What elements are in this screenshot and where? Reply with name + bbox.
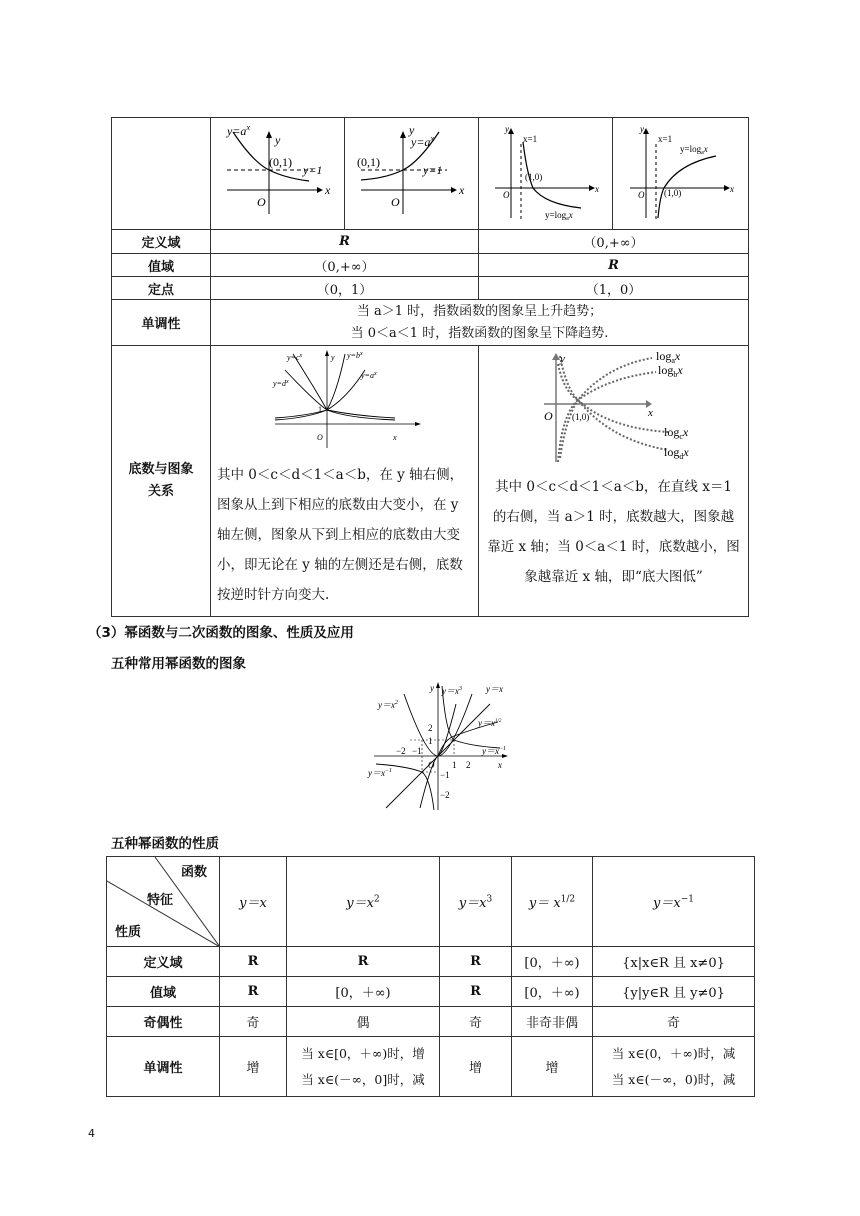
power-functions-graph: [366, 680, 516, 812]
log-c-label: $\log_cx$: [663, 425, 688, 441]
g2-point-label: (0,1): [356, 154, 380, 169]
mono-x: 增: [220, 1037, 287, 1097]
col-xinv-base: y＝x: [653, 896, 681, 911]
g3-x-axis-label: x: [594, 183, 599, 194]
mono-x2-line2: 当 x∈(－∞，0]时，减: [301, 1071, 425, 1087]
range-exp: （0,+∞）: [211, 254, 479, 277]
label-x-inv-right: $y=x^{-1}$: [482, 746, 507, 756]
col-header-x-inv: [593, 857, 755, 947]
tick-y-1: 1: [428, 736, 433, 746]
g4-x-axis-label: x: [729, 183, 734, 194]
g2-line-label: y=1: [422, 162, 442, 177]
range-x-half: [0，＋∞): [512, 977, 593, 1007]
row-label-monotonicity: 单调性: [112, 300, 211, 346]
row-monotonicity-label: 单调性: [107, 1037, 220, 1097]
col-header-x-half: [512, 857, 593, 947]
g1-x-axis-label: x: [324, 182, 330, 197]
fixed-point-log: （1，0）: [479, 277, 749, 300]
mono-x2-line1: 当 x∈[0，＋∞)时，增: [301, 1045, 425, 1061]
parity-x: 奇: [220, 1007, 287, 1037]
base-relation-log-cell: [479, 346, 749, 617]
col-xhalf-exp: 1/2: [560, 894, 576, 905]
range-x3: R: [440, 977, 512, 1007]
g2-y-axis-label: y: [408, 122, 414, 137]
exp-origin-label: O: [316, 433, 323, 442]
domain-exp: R: [211, 230, 479, 254]
label-x3: $y=x^3$: [442, 686, 462, 696]
monotonicity-line-1: 当 a＞1 时，指数函数的图象呈上升趋势；: [356, 303, 603, 319]
graph-exp-increasing: [345, 118, 479, 230]
parity-x3: 奇: [440, 1007, 512, 1037]
graph-exp-decreasing: [211, 118, 345, 230]
mono-x-half: 增: [512, 1037, 593, 1097]
g1-y-axis-label: y: [274, 132, 280, 147]
g1-origin-label: O: [256, 194, 266, 209]
power-graph-title: 五种常用幂函数的图象: [111, 656, 246, 672]
label-x2: $y=x^2$: [378, 700, 398, 710]
exp-one-label: 1: [317, 405, 322, 414]
graph-row-label: [112, 118, 211, 230]
power-props-title: 五种幂函数的性质: [111, 836, 219, 852]
col-xhalf-base: y＝ x: [528, 896, 561, 911]
exp-decreasing-graph: [213, 122, 343, 222]
tick-y-n1: −1: [440, 770, 450, 780]
g2-origin-label: O: [390, 194, 400, 209]
domain-x2: R: [287, 947, 440, 977]
tick-x-n1: −1: [412, 746, 422, 756]
log-base-family-graph: [524, 348, 704, 472]
col-header-x2: [287, 857, 440, 947]
corner-header-cell: [107, 857, 220, 947]
row-range-label: 值域: [107, 977, 220, 1007]
graph-log-decreasing: [479, 118, 613, 230]
mono-xinv-line1: 当 x∈(0，＋∞)时，减: [611, 1045, 736, 1061]
page-number: 4: [88, 1127, 95, 1140]
log-point-label: (1,0): [571, 412, 589, 422]
monotonicity-cell: [211, 300, 749, 346]
col-x2-base: y＝x: [346, 896, 374, 911]
g3-y-axis-label: y: [504, 123, 509, 134]
tick-x-2: 2: [466, 760, 471, 770]
exp-log-comparison-table: [111, 117, 749, 617]
exp-b-label: $y=b^x$: [346, 351, 363, 360]
col-x3-base: y＝x: [458, 896, 487, 911]
log-d-label: $\log_dx$: [663, 445, 689, 461]
mono-x-inv: [593, 1037, 755, 1097]
g4-point-label: (1,0): [663, 187, 681, 198]
corner-label-feature: 特征: [147, 893, 174, 908]
g3-origin-label: O: [502, 189, 509, 200]
row-parity-label: 奇偶性: [107, 1007, 220, 1037]
g1-line-label: y=1: [302, 162, 322, 177]
parity-x-half: 非奇非偶: [512, 1007, 593, 1037]
log-increasing-graph: [616, 122, 746, 222]
g2-x-axis-label: x: [458, 182, 464, 197]
row-label-fixed-point: 定点: [112, 277, 211, 300]
fixed-point-exp: （0，1）: [211, 277, 479, 300]
col-header-x3: [440, 857, 512, 947]
col-x3-exp: 3: [486, 894, 493, 905]
corner-label-func: 函数: [181, 865, 208, 880]
col-xinv-exp: −1: [680, 894, 694, 905]
g1-func-label: $y=a^x$: [226, 122, 250, 138]
exp-x-axis-label: x: [392, 433, 397, 442]
log-decreasing-graph: [481, 122, 611, 222]
section-3-title: （3）幂函数与二次函数的图象、性质及应用: [88, 625, 354, 641]
g4-y-axis-label: y: [639, 123, 644, 134]
log-x-axis-label: x: [647, 407, 653, 419]
label-x-half: $y=x^{1/2}$: [478, 718, 502, 728]
label-x-inv-left: $y=x^{-1}$: [368, 768, 393, 778]
tick-y-2: 2: [428, 723, 433, 733]
log-y-axis-label: y: [559, 353, 565, 365]
domain-log: （0,+∞）: [479, 230, 749, 254]
g4-origin-label: O: [637, 189, 644, 200]
graph-log-increasing: [613, 118, 749, 230]
power-function-properties-table: [106, 856, 755, 1097]
range-log: R: [479, 254, 749, 277]
tick-x-n2: −2: [396, 746, 406, 756]
exp-increasing-graph: [347, 122, 477, 222]
domain-x-inv: {x|x∈R 且 x≠0}: [593, 947, 755, 977]
power-x-axis-label: x: [498, 760, 502, 770]
base-desc-log: 其中 0＜c＜d＜1＜a＜b，在直线 x＝1 的右侧，当 a＞1 时，底数越大，图象越靠近 x 轴；当 0＜a＜1 时，底数越小，图象越靠近 x 轴，即“底大图低”: [487, 479, 740, 585]
parity-x-inv: 奇: [593, 1007, 755, 1037]
col-header-x: [220, 857, 287, 947]
domain-x: R: [220, 947, 287, 977]
mono-x3: 增: [440, 1037, 512, 1097]
exp-a-label: $y=a^x$: [360, 371, 377, 380]
range-x: R: [220, 977, 287, 1007]
domain-x-half: [0，＋∞): [512, 947, 593, 977]
base-relation-exp-cell: [211, 346, 479, 617]
label-x: y＝x: [486, 684, 503, 694]
base-relation-label-1: 底数与图象: [128, 462, 194, 477]
log-origin-label: O: [543, 409, 553, 423]
range-x-inv: {y|y∈R 且 y≠0}: [593, 977, 755, 1007]
g2-func-label: $y=a^x$: [410, 133, 434, 149]
range-x2: [0，＋∞): [287, 977, 440, 1007]
col-x-base: y＝x: [239, 896, 267, 911]
g3-asymptote-label: x=1: [522, 133, 537, 144]
domain-x3: R: [440, 947, 512, 977]
row-label-base-relation: [112, 346, 211, 617]
mono-xinv-line2: 当 x∈(－∞，0)时，减: [611, 1071, 736, 1087]
base-desc-exp: 其中 0＜c＜d＜1＜a＜b，在 y 轴右侧，图象从上到下相应的底数由大变小，在 y 轴左侧，图象从下到上相应的底数由大变小，即无论在 y 轴的左侧还是右侧，底数按逆时针方向变大.: [217, 467, 464, 603]
g1-point-label: (0,1): [268, 154, 292, 169]
corner-label-property: 性质: [115, 925, 142, 940]
exp-c-label: $y=c^x$: [286, 353, 302, 362]
tick-x-1: 1: [452, 760, 457, 770]
mono-x2: [287, 1037, 440, 1097]
power-origin-label: O: [428, 760, 435, 770]
row-label-domain: 定义域: [112, 230, 211, 254]
exp-d-label: $y=d^x$: [272, 379, 289, 388]
g4-asymptote-label: x=1: [657, 133, 672, 144]
log-a-label: $\log_ax$: [655, 349, 680, 365]
parity-x2: 偶: [287, 1007, 440, 1037]
g4-func-label: $y=\log_ax$: [679, 143, 708, 156]
log-b-label: $\log_bx$: [657, 363, 683, 379]
exp-y-axis-label: y: [330, 353, 335, 362]
g3-point-label: (1,0): [524, 171, 542, 182]
monotonicity-line-2: 当 0＜a＜1 时，指数函数的图象呈下降趋势.: [350, 325, 609, 341]
row-domain-label: 定义域: [107, 947, 220, 977]
col-x2-exp: 2: [373, 894, 380, 905]
exp-base-family-graph: [265, 348, 425, 456]
power-y-axis-label: y: [430, 683, 434, 693]
base-relation-label-2: 关系: [147, 484, 174, 499]
g3-func-label: $y=\log_ax$: [544, 209, 573, 222]
row-label-range: 值域: [112, 254, 211, 277]
tick-y-n2: −2: [440, 790, 450, 800]
